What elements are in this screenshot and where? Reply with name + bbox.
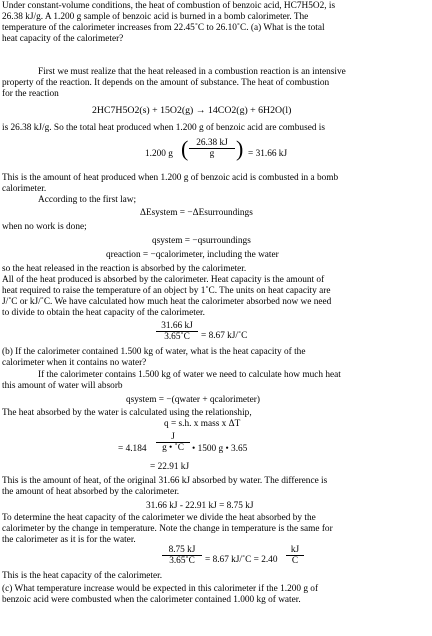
heat-relationship-equation: q = s.h. x mass x ΔT [164,419,241,429]
para-6: so the heat released in the reaction is absorbed by the calorimeter. [2,264,247,274]
problem-line-4: heat capacity of the calorimeter? [2,34,124,44]
eq5-numerator: 31.66 kJ [156,321,198,332]
part-b-para-1-line-1: If the calorimeter contains 1.500 kg of water we need to calculate how much heat [38,370,341,380]
para-7-line-4: to divide to obtain the heat capacity of the calorimeter. [2,308,205,318]
reaction-equation: 2HC7H5O2(s) + 15O2(g) → 14CO2(g) + 6H2O(l) [92,105,292,116]
eq5-denominator: 3.65˚C [164,332,190,342]
eq3-denominator: g • ˚C [162,443,184,453]
eq6-fraction [162,545,202,566]
para-1-line-1: First we must realize that the heat released in a combustion reaction is an intensive [38,67,346,77]
part-c-line-1: (c) What temperature increase would be expected in this calorimeter if the 1.200 g of [2,584,319,594]
para-5: when no work is done; [2,222,87,232]
para-7-line-3: J/˚C or kJ/˚C. We have calculated how much heat the calorimeter absorbed now we need [2,297,332,307]
q-system-sum-equation: qsystem = −(qwater + qcalorimeter) [126,395,260,405]
part-b-para-2: The heat absorbed by the water is calculated using the relationship, [2,408,252,418]
para-4: According to the first law; [38,195,137,205]
first-law-equation: ΔEsystem = −ΔEsurroundings [140,208,253,218]
para-1-line-2: property of the reaction. It depends on the amount of substance. The heat of combustion [2,78,330,88]
difference-equation: 31.66 kJ - 22.91 kJ = 8.75 kJ [146,501,254,511]
eq1-left: 1.200 g [145,149,173,159]
eq1-denominator: g [209,149,215,159]
eq1-right: = 31.66 kJ [248,149,288,159]
para-7-line-2: heat required to raise the temperature of an object by 1˚C. The units on heat capacity are [2,286,331,296]
right-paren: ) [236,136,244,161]
eq3-right: • 1500 g • 3.65 [192,444,248,454]
part-b-para-4-line-2: calorimeter by the change in temperature. Note the change in temperature is the same for [2,524,333,534]
eq6-unit-fraction [286,545,304,566]
eq6-unit-denominator: C [291,556,299,566]
eq4-result: = 22.91 kJ [150,462,190,472]
eq1-numerator: 26.38 kJ [189,138,235,149]
para-3-line-1: This is the amount of heat produced when 1.200 g of benzoic acid is combusted in a bomb [2,173,339,183]
part-b-line-1: (b) If the calorimeter contained 1.500 kg of water, what is the heat capacity of the [2,347,306,357]
eq3-numerator: J [156,432,190,443]
part-b-line-2: calorimeter when it contains no water? [2,358,147,368]
para-1-line-3: for the reaction [2,89,59,99]
problem-line-2: 26.38 kJ/g. A 1.200 g sample of benzoic acid is burned in a bomb calorimeter. The [2,12,309,22]
para-7-line-1: All of the heat produced is absorbed by the calorimeter. Heat capacity is the amount of [2,275,325,285]
eq3-fraction [156,432,190,453]
left-paren: ( [181,136,189,161]
part-b-para-5: This is the heat capacity of the calorimeter. [2,571,163,581]
q-system-equation: qsystem = −qsurroundings [152,236,251,246]
part-b-para-3-line-2: the amount of heat absorbed by the calorimeter. [2,487,180,497]
eq6-middle: = 8.67 kJ/˚C = 2.40 [205,555,278,565]
q-reaction-equation: qreaction = −qcalorimeter, including the water [106,250,279,260]
eq3-left: = 4.184 [118,444,147,454]
eq5-right: = 8.67 kJ/˚C [201,331,248,341]
eq6-denominator: 3.65˚C [169,556,195,566]
para-2-line-1: is 26.38 kJ/g. So the total heat produced when 1.200 g of benzoic acid are combused is [2,123,325,133]
problem-line-3: temperature of the calorimeter increases from 22.45˚C to 26.10˚C. (a) What is the total [2,23,325,33]
eq6-unit-numerator: kJ [286,545,304,556]
eq1-fraction [189,138,235,159]
problem-line-1: Under constant-volume conditions, the heat of combustion of benzoic acid, HC7H5O2, is [2,1,336,11]
part-c-line-2: benzoic acid were combusted when the calorimeter contained 1.000 kg of water. [2,595,301,605]
para-3-line-2: calorimeter. [2,184,47,194]
eq5-fraction [156,321,198,342]
part-b-para-4-line-3: the calorimeter as it is for the water. [2,535,136,545]
part-b-para-4-line-1: To determine the heat capacity of the calorimeter we divide the heat absorbed by the [2,513,316,523]
part-b-para-3-line-1: This is the amount of heat, of the original 31.66 kJ absorbed by water. The difference is [2,476,328,486]
part-b-para-1-line-2: this amount of water will absorb [2,381,123,391]
eq6-numerator: 8.75 kJ [162,545,202,556]
